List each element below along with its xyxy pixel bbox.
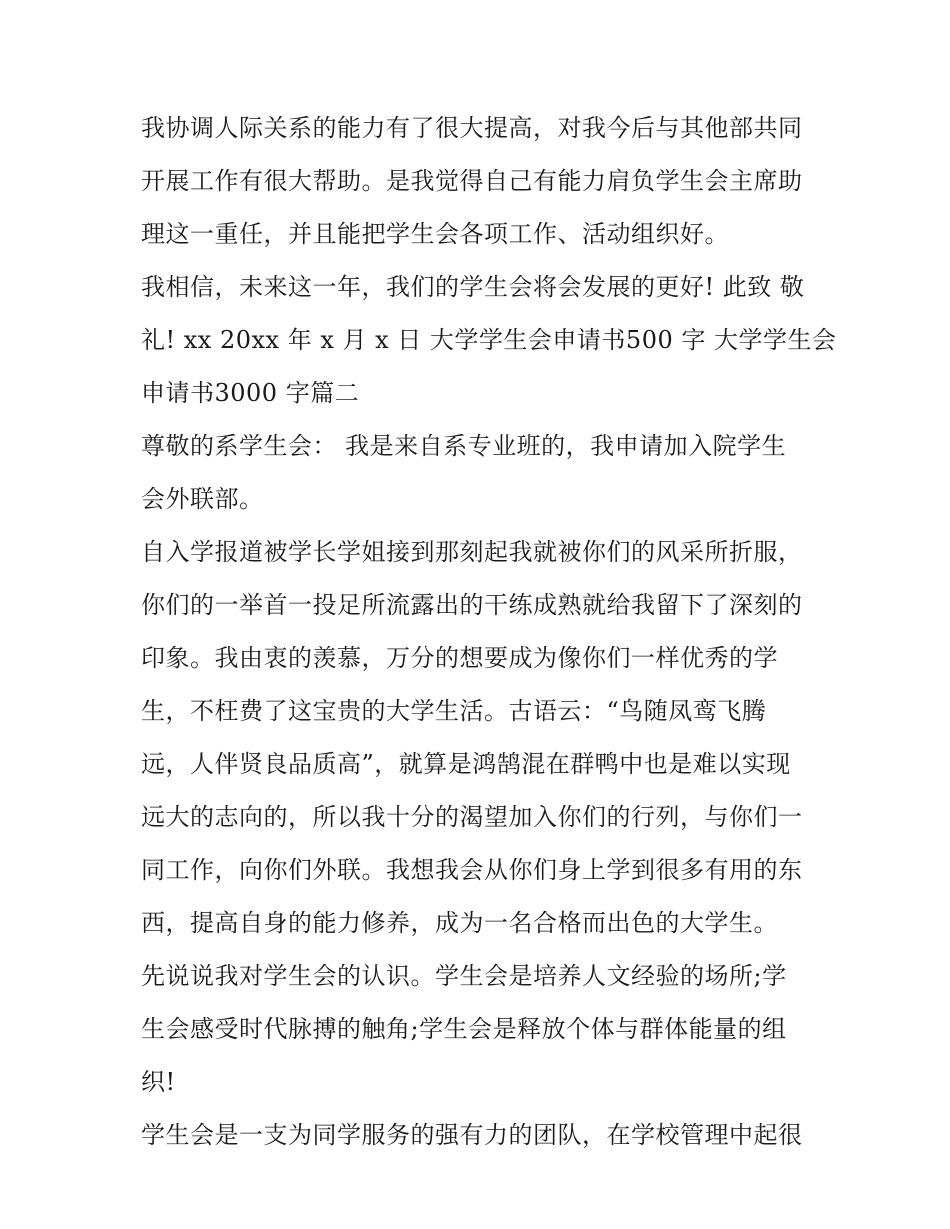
paragraph xyxy=(141,102,821,261)
text-line: 你们的一举首一投足所流露出的干练成熟就给我留下了深刻的 xyxy=(141,591,803,619)
text-line: 生会感受时代脉搏的触角;学生会是释放个体与群体能量的组 xyxy=(141,1015,787,1043)
text-line: 生，不枉费了这宝贵的大学生活。古语云：“鸟随凤鸾飞腾 xyxy=(141,697,767,725)
text-line: 我相信，未来这一年，我们的学生会将会发展的更好! 此致 敬 xyxy=(141,273,805,301)
paragraph xyxy=(141,526,821,950)
text-line: 同工作，向你们外联。我想我会从你们身上学到很多有用的东 xyxy=(141,856,803,884)
text-line: 学生会是一支为同学服务的强有力的团队，在学校管理中起很 xyxy=(141,1121,803,1149)
text-line: 印象。我由衷的羡慕，万分的想要成为像你们一样优秀的学 xyxy=(141,644,778,672)
paragraph xyxy=(141,261,837,420)
text-line: 会外联部。 xyxy=(141,485,264,513)
text-line: 开展工作有很大帮助。是我觉得自己有能力肩负学生会主席助 xyxy=(141,167,803,195)
text-line: 理这一重任，并且能把学生会各项工作、活动组织好。 xyxy=(141,220,729,248)
text-line: 先说说我对学生会的认识。学生会是培养人文经验的场所;学 xyxy=(141,962,787,990)
text-line: 远大的志向的，所以我十分的渴望加入你们的行列，与你们一 xyxy=(141,803,803,831)
paragraph xyxy=(141,950,821,1109)
document-body xyxy=(141,102,837,1162)
paragraph xyxy=(141,420,821,526)
text-line: 西，提高自身的能力修养，成为一名合格而出色的大学生。 xyxy=(141,909,778,937)
text-line: 我协调人际关系的能力有了很大提高，对我今后与其他部共同 xyxy=(141,114,803,142)
paragraph xyxy=(141,1109,821,1162)
text-line: 礼! xx 20xx 年 x 月 x 日 大学学生会申请书500 字 大学学生会 xyxy=(141,326,837,354)
text-line: 自入学报道被学长学姐接到那刻起我就被你们的风采所折服， xyxy=(141,538,803,566)
text-line: 远，人伴贤良品质高”，就算是鸿鹄混在群鸭中也是难以实现 xyxy=(141,750,791,778)
text-line: 尊敬的系学生会： 我是来自系专业班的，我申请加入院学生 xyxy=(141,432,787,460)
text-line: 申请书3000 字篇二 xyxy=(141,379,360,407)
text-line: 织! xyxy=(141,1068,176,1096)
